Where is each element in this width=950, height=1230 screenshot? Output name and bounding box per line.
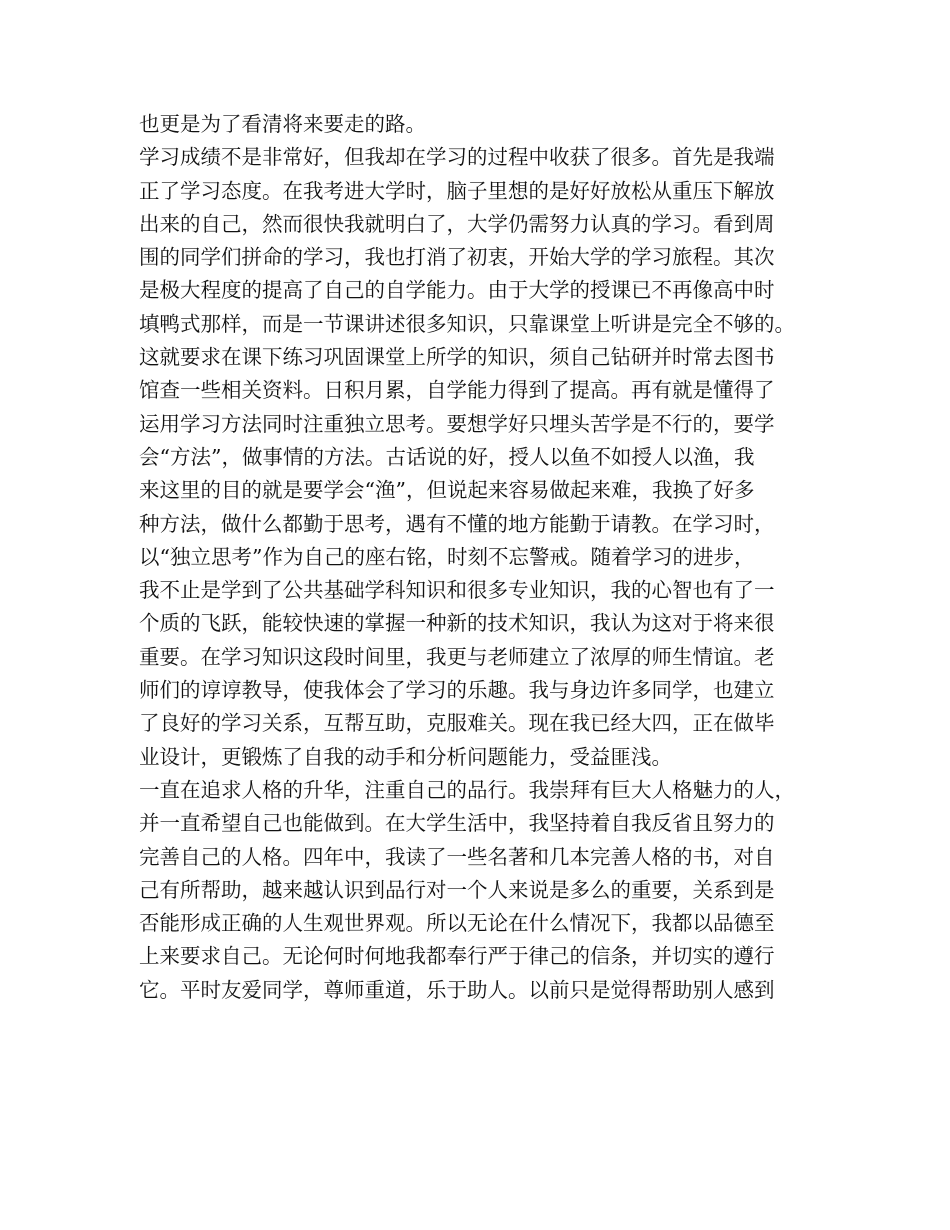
text-line: 己有所帮助，越来越认识到品行对一个人来说是多么的重要，关系到是: [139, 877, 775, 902]
text-line: 完善自己的人格。四年中，我读了一些名著和几本完善人格的书，对自: [139, 844, 775, 869]
text-line: 个质的飞跃，能较快速的掌握一种新的技术知识，我认为这对于将来很: [139, 611, 775, 636]
text-line: 这就要求在课下练习巩固课堂上所学的知识，须自己钻研并时常去图书: [139, 345, 775, 370]
text-line: 一直在追求人格的升华，注重自己的品行。我崇拜有巨大人格魅力的人，: [139, 777, 795, 802]
body-text: [139, 108, 829, 1007]
text-line: 重要。在学习知识这段时间里，我更与老师建立了浓厚的师生情谊。老: [139, 644, 775, 669]
text-line: 学习成绩不是非常好，但我却在学习的过程中收获了很多。首先是我端: [139, 145, 775, 170]
text-line: 是极大程度的提高了自己的自学能力。由于大学的授课已不再像高中时: [139, 278, 775, 303]
text-line: 它。平时友爱同学，尊师重道，乐于助人。以前只是觉得帮助别人感到: [139, 977, 775, 1002]
text-line: 会“方法”，做事情的方法。古话说的好，授人以鱼不如授人以渔，我: [139, 444, 755, 469]
text-line: 师们的谆谆教导，使我体会了学习的乐趣。我与身边许多同学，也建立: [139, 678, 775, 703]
text-line: 填鸭式那样，而是一节课讲述很多知识，只靠课堂上听讲是完全不够的。: [139, 311, 795, 336]
text-line: 业设计，更锻炼了自我的动手和分析问题能力，受益匪浅。: [139, 744, 672, 769]
text-line: 出来的自己，然而很快我就明白了，大学仍需努力认真的学习。看到周: [139, 211, 775, 236]
text-line: 正了学习态度。在我考进大学时，脑子里想的是好好放松从重压下解放: [139, 178, 775, 203]
text-line: 否能形成正确的人生观世界观。所以无论在什么情况下，我都以品德至: [139, 911, 775, 936]
text-line: 运用学习方法同时注重独立思考。要想学好只埋头苦学是不行的，要学: [139, 411, 775, 436]
text-line: 了良好的学习关系，互帮互助，克服难关。现在我已经大四，正在做毕: [139, 711, 775, 736]
text-line: 来这里的目的就是要学会“渔”，但说起来容易做起来难，我换了好多: [139, 478, 755, 503]
text-line: 围的同学们拼命的学习，我也打消了初衷，开始大学的学习旅程。其次: [139, 245, 775, 270]
text-line: 也更是为了看清将来要走的路。: [139, 112, 426, 136]
text-line: 种方法，做什么都勤于思考，遇有不懂的地方能勤于请教。在学习时，: [139, 511, 775, 536]
text-line: 上来要求自己。无论何时何地我都奉行严于律己的信条，并切实的遵行: [139, 944, 775, 969]
text-line: 以“独立思考”作为自己的座右铭，时刻不忘警戒。随着学习的进步，: [139, 544, 755, 569]
text-line: 并一直希望自己也能做到。在大学生活中，我坚持着自我反省且努力的: [139, 811, 775, 836]
text-line: 我不止是学到了公共基础学科知识和很多专业知识，我的心智也有了一: [139, 578, 775, 603]
text-line: 馆查一些相关资料。日积月累，自学能力得到了提高。再有就是懂得了: [139, 378, 775, 403]
